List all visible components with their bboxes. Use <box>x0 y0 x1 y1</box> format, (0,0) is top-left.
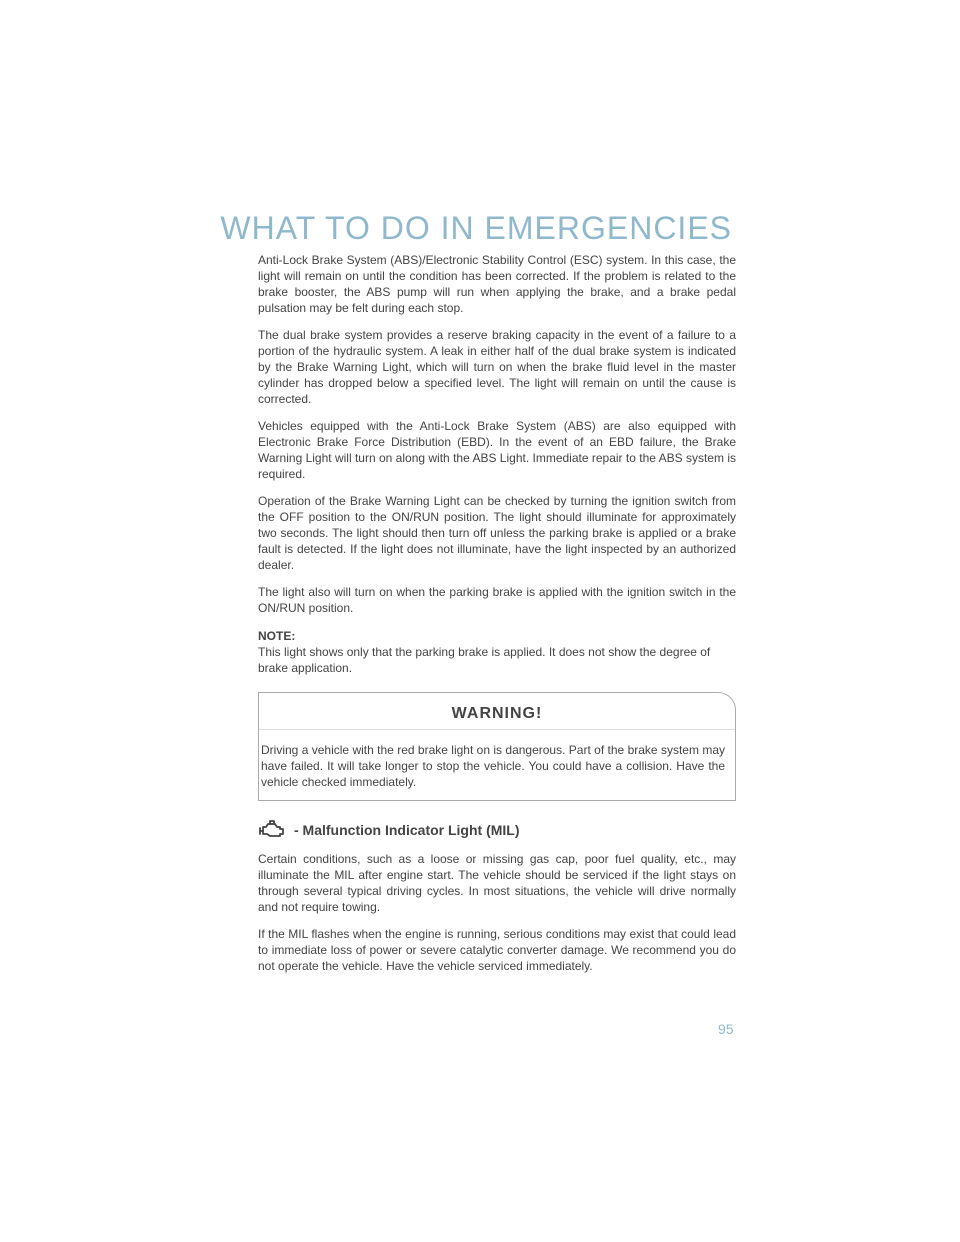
section-title: WHAT TO DO IN EMERGENCIES <box>220 210 732 246</box>
paragraph-dual-brake: The dual brake system provides a reserve braking capacity in the event of a failure to a portion of the hydraulic system. A leak in either half of the dual brake system is indicated by the Brake Warning Light, which will turn on when the brake fluid level in the master cylinder has dropped below a specified level. The light will remain on until the cause is corrected. <box>258 328 736 406</box>
warning-box <box>258 692 736 801</box>
paragraph-ebd: Vehicles equipped with the Anti-Lock Brake System (ABS) are also equipped with Electronic Brake Force Distribution (EBD). In the event of an EBD failure, the Brake Warning Light will turn on along with the ABS Light. Immediate repair to the ABS system is required. <box>258 419 736 481</box>
mil-heading <box>258 819 736 841</box>
warning-text: Driving a vehicle with the red brake light on is dangerous. Part of the brake system may have failed. It will take longer to stop the vehicle. You could have a collision. Have the vehicle checked immediately. <box>261 743 725 789</box>
warning-title: WARNING! <box>259 693 735 730</box>
note-text: This light shows only that the parking brake is applied. It does not show the degree of brake application. <box>258 645 711 675</box>
paragraph-mil-flashes: If the MIL flashes when the engine is running, serious conditions may exist that could lead to immediate loss of power or severe catalytic converter damage. We recommend you do not operate the vehicle. Have the vehicle serviced immediately. <box>258 927 736 973</box>
page-number: 95 <box>718 1021 734 1037</box>
paragraph-abs-esc: Anti-Lock Brake System (ABS)/Electronic Stability Control (ESC) system. In this case, the light will remain on until the condition has been corrected. If the problem is related to the brake booster, the ABS pump will run when applying the brake, and a brake pedal pulsation may be felt during each stop. <box>258 253 736 315</box>
paragraph-mil-conditions: Certain conditions, such as a loose or missing gas cap, poor fuel quality, etc., may illuminate the MIL after engine start. The vehicle should be serviced if the light stays on through several typical driving cycles. In most situations, the vehicle will drive normally and not require towing. <box>258 852 736 914</box>
note-label: NOTE: <box>258 629 296 643</box>
page-content <box>258 252 736 985</box>
engine-icon <box>258 819 286 841</box>
paragraph-brake-light-check: Operation of the Brake Warning Light can be checked by turning the ignition switch from the OFF position to the ON/RUN position. The light should illuminate for approximately two seconds. The light should then turn off unless the parking brake is applied or a brake fault is detected. If the light does not illuminate, have the light inspected by an authorized dealer. <box>258 494 736 572</box>
paragraph-parking-brake: The light also will turn on when the parking brake is applied with the ignition switch in the ON/RUN position. <box>258 585 736 615</box>
mil-heading-text: - Malfunction Indicator Light (MIL) <box>294 822 520 838</box>
